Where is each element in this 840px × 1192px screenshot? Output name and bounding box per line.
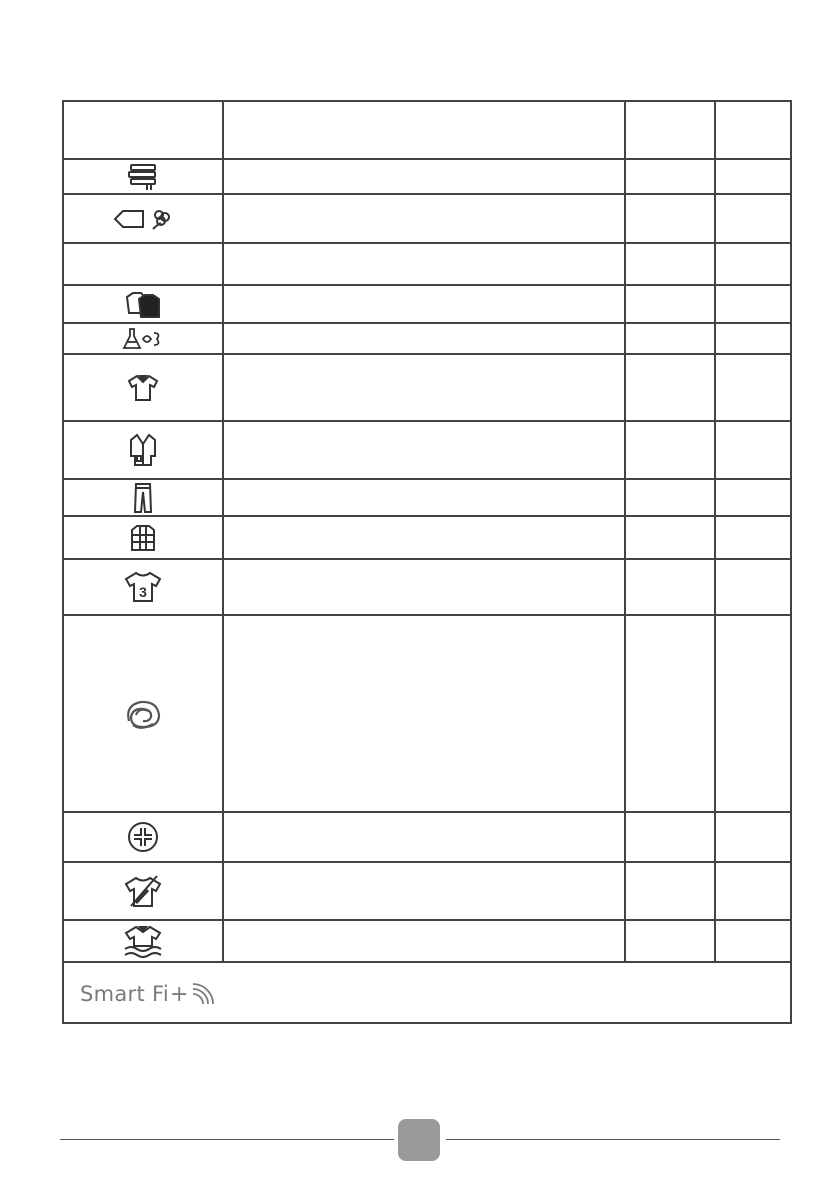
sanitize-cross-icon	[126, 820, 160, 854]
program-cell	[223, 159, 625, 194]
table-row	[63, 812, 791, 862]
value-cell	[625, 615, 715, 812]
icon-cell	[63, 243, 223, 285]
wifi-signal-icon	[189, 982, 215, 1008]
value-cell	[715, 862, 791, 920]
program-cell	[223, 862, 625, 920]
wool-icon	[121, 697, 165, 731]
icon-cell	[63, 285, 223, 323]
table-row	[63, 516, 791, 559]
program-table	[62, 100, 792, 1024]
jacket-icon	[128, 432, 158, 468]
footer-rule-right	[446, 1139, 780, 1140]
table-row	[63, 159, 791, 194]
value-cell	[715, 323, 791, 354]
program-cell	[223, 559, 625, 615]
icon-cell	[63, 862, 223, 920]
program-cell	[223, 920, 625, 962]
value-cell	[715, 243, 791, 285]
program-cell	[223, 615, 625, 812]
header-row	[63, 101, 791, 159]
rinse-shirt-icon	[121, 924, 165, 958]
value-cell	[625, 559, 715, 615]
value-cell	[625, 421, 715, 479]
header-cell-col4	[715, 101, 791, 159]
table-row	[63, 559, 791, 615]
value-cell	[625, 354, 715, 421]
header-cell-icon	[63, 101, 223, 159]
shirt-number-3-icon	[123, 570, 163, 604]
value-cell	[715, 285, 791, 323]
no-iron-shirt-icon	[123, 873, 163, 909]
table-row	[63, 479, 791, 516]
brand-plus: +	[169, 981, 189, 1007]
icon-cell	[63, 479, 223, 516]
program-cell	[223, 354, 625, 421]
value-cell	[715, 159, 791, 194]
program-cell	[223, 243, 625, 285]
value-cell	[625, 862, 715, 920]
icon-cell	[63, 354, 223, 421]
smart-fi-plus-logo	[80, 982, 215, 1008]
value-cell	[625, 479, 715, 516]
value-cell	[625, 159, 715, 194]
icon-cell	[63, 920, 223, 962]
program-cell	[223, 812, 625, 862]
program-cell	[223, 285, 625, 323]
value-cell	[625, 243, 715, 285]
value-cell	[625, 194, 715, 243]
value-cell	[715, 812, 791, 862]
icon-cell	[63, 323, 223, 354]
program-cell	[223, 421, 625, 479]
value-cell	[715, 615, 791, 812]
value-cell	[715, 559, 791, 615]
table-row	[63, 194, 791, 243]
table-row	[63, 243, 791, 285]
table-row	[63, 323, 791, 354]
footer-rule-left	[60, 1139, 394, 1140]
table-row	[63, 920, 791, 962]
icon-cell	[63, 559, 223, 615]
program-cell	[223, 323, 625, 354]
header-cell-col3	[625, 101, 715, 159]
towels-stack-icon	[125, 163, 161, 191]
brand-row	[63, 962, 791, 1023]
padded-jacket-icon	[129, 523, 157, 553]
table-row	[63, 615, 791, 812]
program-cell	[223, 194, 625, 243]
table-row	[63, 862, 791, 920]
icon-cell	[63, 421, 223, 479]
value-cell	[625, 812, 715, 862]
icon-cell	[63, 159, 223, 194]
brand-cell	[63, 962, 791, 1023]
header-cell-program	[223, 101, 625, 159]
value-cell	[715, 354, 791, 421]
icon-cell	[63, 516, 223, 559]
icon-cell	[63, 812, 223, 862]
icon-cell	[63, 615, 223, 812]
value-cell	[715, 479, 791, 516]
page-number-badge	[398, 1119, 440, 1161]
value-cell	[715, 194, 791, 243]
value-cell	[625, 920, 715, 962]
value-cell	[715, 516, 791, 559]
shirt-number-label: 3	[139, 584, 147, 600]
value-cell	[625, 516, 715, 559]
jeans-icon	[132, 482, 154, 514]
icon-cell	[63, 194, 223, 243]
value-cell	[625, 285, 715, 323]
value-cell	[715, 421, 791, 479]
mixed-colors-icon	[123, 289, 163, 319]
hygiene-flask-icon	[121, 327, 165, 351]
shirt-collar-icon	[125, 373, 161, 403]
value-cell	[715, 920, 791, 962]
table-row	[63, 354, 791, 421]
cotton-label-icon	[111, 205, 175, 233]
table-row	[63, 421, 791, 479]
brand-name: Smart Fi	[80, 981, 169, 1006]
program-cell	[223, 479, 625, 516]
program-cell	[223, 516, 625, 559]
value-cell	[625, 323, 715, 354]
table-row	[63, 285, 791, 323]
